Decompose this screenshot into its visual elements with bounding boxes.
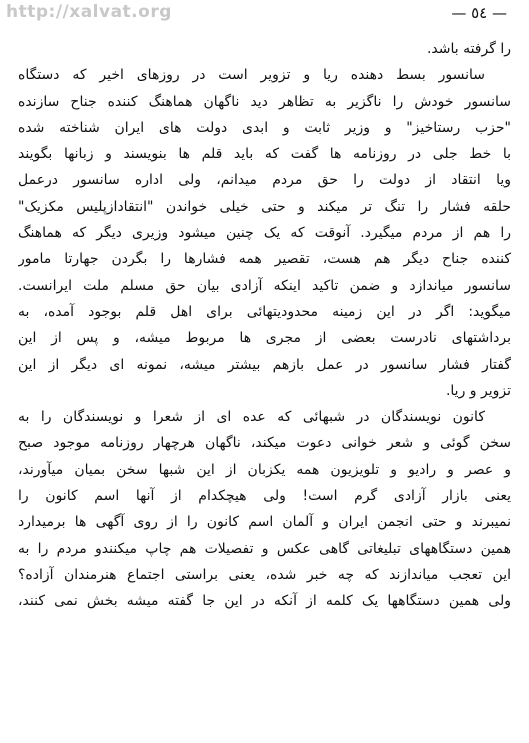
text-line: را گرفته باشد. bbox=[426, 41, 511, 57]
text-line: حلقه فشار را تنگ تر میکند و حتی خیلی خواندن "انتقادازپلیس مکزیک" bbox=[18, 198, 511, 215]
page-number: — ٥٤ — bbox=[451, 4, 507, 22]
text-line: کانون نویسندگان در شبهائی که عده ای از شعرا و نویسندگان را به bbox=[18, 409, 485, 426]
text-line: سانسور خودش را ناگزیر به تظاهر دید ناگهان هماهنگ کننده جناح سازنده bbox=[18, 93, 511, 110]
watermark: http://xalvat.org bbox=[6, 2, 172, 22]
text-line: میگوید: اگر در این زمینه محدودیتهائی برای اهل قلم بوجود آمده، به bbox=[18, 303, 511, 320]
text-line: ولی همین دستگاهها یک کلمه از آنکه در این جا گفته میشه بخش نمی کنند، bbox=[18, 593, 511, 610]
text-line: و عصر و رادیو و تلویزیون همه یکزبان از این شبها سخن بمیان میآورند، bbox=[18, 461, 511, 478]
text-line: با خط جلی در روزنامه ها گفت که باید قلم ها بنویسند و زبانها بگویند bbox=[18, 146, 511, 163]
text-line: سانسور بسط دهنده ریا و تزویر است در روزهای اخیر که دستگاه bbox=[18, 67, 485, 84]
text-line: سانسور میاندازد و ضمن تاکید اینکه آزادی بیان حق مسلم ملت ایرانست. bbox=[18, 277, 511, 294]
text-line: را هم از مردم میگیرد. آنوقت که یک چنین میشود وزیری دیگر که هماهنگ bbox=[18, 225, 511, 242]
text-line: یعنی بازار آزادی گرم است! ولی هیچکدام از آنها اسم کانون را bbox=[18, 488, 511, 505]
text-line: همین دستگاههای تبلیغاتی گاهی عکس و تفصیلات هم چاپ میکنندو مردم را به bbox=[18, 540, 511, 557]
text-line: "حزب رستاخیز" و وزیر ثابت و ابدی دولت های ایران شناخته شده bbox=[18, 119, 511, 136]
text-line: کننده جناح دیگر هم هست، تقصیر همه فشارها را بگردن جهارتا مامور bbox=[18, 251, 511, 268]
text-line: ویا انتقاد از دولت را حق مردم میدانم، ولی اداره سانسور درعمل bbox=[18, 172, 511, 189]
text-line: گفتار فشار سانسور در عمل بازهم بیشتر میشه، نمونه ای دیگر از این bbox=[18, 356, 511, 373]
document-body bbox=[18, 36, 511, 615]
text-line: نمیبرند و حتی انجمن ایران و آلمان اسم کانون را از روی آگهی ها برمیدارد bbox=[18, 514, 511, 531]
text-line: سخن گوئی و شعر خوانی دعوت میکند، ناگهان هرچهار روزنامه موجود صبح bbox=[18, 435, 511, 452]
text-line: برداشتهای نادرست بعضی از مجری ها مربوط میشه، و پس از این bbox=[18, 330, 511, 347]
text-line: تزویر و ریا. bbox=[445, 382, 511, 399]
text-line: این تعجب میاندازند که چه خبر شده، یعنی براستی اجتماع هنرمندان آزاده؟ bbox=[18, 566, 511, 583]
